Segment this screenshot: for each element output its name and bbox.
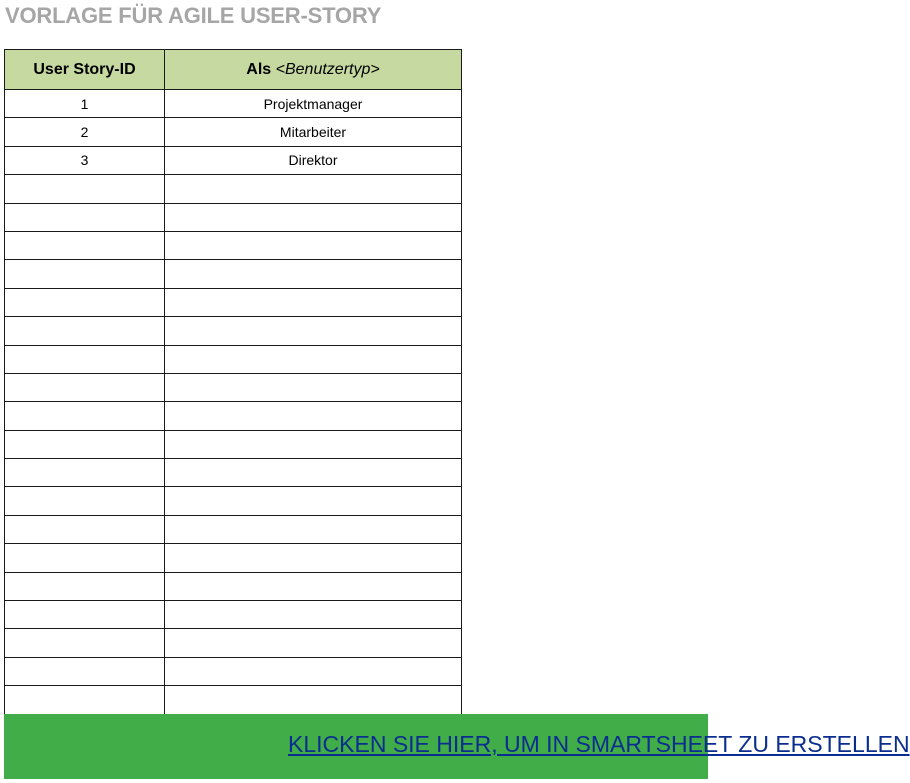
cell-user-story-id[interactable] xyxy=(5,203,165,231)
table-row xyxy=(5,601,462,629)
cell-als[interactable]: Projektmanager xyxy=(165,90,462,118)
cell-user-story-id[interactable] xyxy=(5,459,165,487)
table-row xyxy=(5,118,462,146)
cell-als[interactable] xyxy=(165,345,462,373)
cell-als[interactable] xyxy=(165,430,462,458)
cell-als[interactable] xyxy=(165,175,462,203)
cta-link-clip xyxy=(288,714,910,779)
cell-user-story-id[interactable] xyxy=(5,629,165,657)
cell-als[interactable] xyxy=(165,373,462,401)
cell-als[interactable] xyxy=(165,317,462,345)
cell-user-story-id[interactable] xyxy=(5,544,165,572)
table-row xyxy=(5,657,462,685)
table-row xyxy=(5,175,462,203)
table-row xyxy=(5,629,462,657)
cell-user-story-id[interactable]: 1 xyxy=(5,90,165,118)
table-row xyxy=(5,317,462,345)
cell-als[interactable] xyxy=(165,544,462,572)
cell-als[interactable] xyxy=(165,203,462,231)
cell-als[interactable] xyxy=(165,572,462,600)
cell-user-story-id[interactable] xyxy=(5,175,165,203)
cell-user-story-id[interactable] xyxy=(5,402,165,430)
cell-user-story-id[interactable] xyxy=(5,572,165,600)
cell-user-story-id[interactable] xyxy=(5,657,165,685)
cell-user-story-id[interactable] xyxy=(5,345,165,373)
cell-user-story-id[interactable] xyxy=(5,288,165,316)
cell-als[interactable] xyxy=(165,601,462,629)
cell-user-story-id[interactable] xyxy=(5,487,165,515)
cell-als[interactable] xyxy=(165,402,462,430)
table-row xyxy=(5,487,462,515)
table-row xyxy=(5,90,462,118)
table-row xyxy=(5,288,462,316)
table-row xyxy=(5,572,462,600)
table-row xyxy=(5,459,462,487)
table-row xyxy=(5,345,462,373)
cell-als[interactable]: Mitarbeiter xyxy=(165,118,462,146)
cell-user-story-id[interactable] xyxy=(5,686,165,714)
smartsheet-cta-banner[interactable] xyxy=(4,714,910,779)
table-row xyxy=(5,515,462,543)
cell-als[interactable]: Direktor xyxy=(165,146,462,174)
cell-user-story-id[interactable] xyxy=(5,601,165,629)
table-row xyxy=(5,260,462,288)
cell-als[interactable] xyxy=(165,459,462,487)
table-row xyxy=(5,402,462,430)
page-title: VORLAGE FÜR AGILE USER-STORY xyxy=(5,3,382,28)
table-row xyxy=(5,231,462,259)
cell-als[interactable] xyxy=(165,231,462,259)
table-body xyxy=(5,90,462,715)
table-row xyxy=(5,373,462,401)
cell-als[interactable] xyxy=(165,288,462,316)
cell-user-story-id[interactable] xyxy=(5,260,165,288)
column-header-als[interactable] xyxy=(165,50,462,90)
cell-user-story-id[interactable] xyxy=(5,430,165,458)
cell-als[interactable] xyxy=(165,686,462,714)
user-story-table xyxy=(4,49,462,715)
cell-user-story-id[interactable] xyxy=(5,231,165,259)
table-row xyxy=(5,686,462,714)
cta-link[interactable]: KLICKEN SIE HIER, UM IN SMARTSHEET ZU ERSTELLEN xyxy=(288,731,910,757)
cell-user-story-id[interactable]: 3 xyxy=(5,146,165,174)
cell-als[interactable] xyxy=(165,515,462,543)
table-row xyxy=(5,430,462,458)
cell-user-story-id[interactable] xyxy=(5,515,165,543)
table-row xyxy=(5,544,462,572)
cell-als[interactable] xyxy=(165,657,462,685)
table-row xyxy=(5,146,462,174)
column-header-user-story-id[interactable]: User Story-ID xyxy=(5,50,165,90)
cell-user-story-id[interactable] xyxy=(5,373,165,401)
cell-als[interactable] xyxy=(165,629,462,657)
table-row xyxy=(5,203,462,231)
cell-user-story-id[interactable] xyxy=(5,317,165,345)
cell-als[interactable] xyxy=(165,260,462,288)
cell-user-story-id[interactable]: 2 xyxy=(5,118,165,146)
cell-als[interactable] xyxy=(165,487,462,515)
column-header-als-placeholder: <Benutzertyp> xyxy=(275,60,380,78)
table-header-row xyxy=(5,50,462,90)
column-header-als-prefix: Als xyxy=(246,60,272,78)
